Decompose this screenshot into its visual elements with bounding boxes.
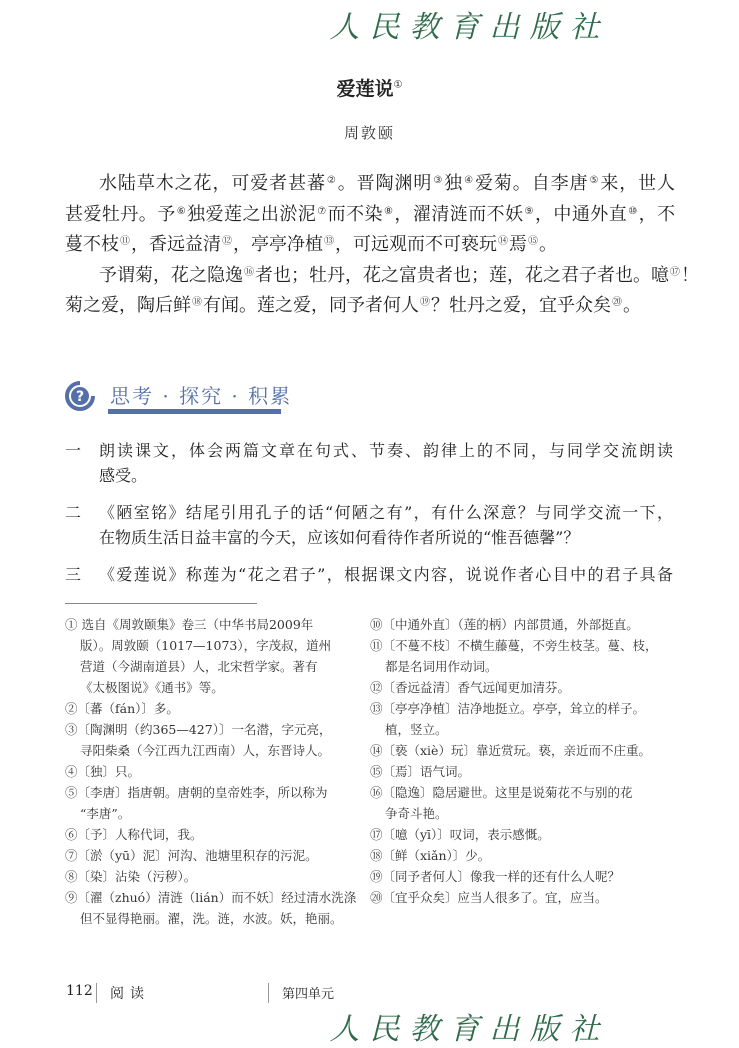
footnote-line: ⑲〔同予者何人〕像我一样的还有什么人呢？ [370,869,621,884]
essay-text: 水陆草木之花，可爱者甚蕃 [99,173,326,194]
footnote-marker: ⑬ [324,236,334,247]
footnote-line: 寻阳柴桑（今江西九江西南）人，东晋诗人。 [80,743,331,758]
page-number: 112 [66,983,93,999]
question-line-row [65,562,673,587]
essay-text: 甚爱牡丹。予 [65,203,176,225]
footer-section-label: 阅读 [110,986,150,1002]
essay-text: 独爱莲之出淤泥 [187,203,317,225]
essay-text: 。晋陶渊明 [337,173,433,194]
footnote-line: ⑪〔不蔓不枝〕不横生藤蔓，不旁生枝茎。蔓、枝， [370,638,658,653]
footnote-line: “李唐”。 [80,806,131,821]
publisher-watermark-bottom: 人民教育出版社 [329,1012,610,1047]
footnote-marker: ⑯ [244,266,254,278]
essay-text: 菊之爱，陶后鲜 [65,295,191,316]
essay-text: ，中通外直 [534,203,628,225]
question-text: 朗读课文，体会两篇文章在句式、节奏、韵律上的不同，与同学交流朗读 [99,441,673,460]
footnote-line: ⑧〔染〕沾染（污秽）。 [65,869,197,884]
title-footnote-marker: ① [393,79,403,91]
section-underline [108,409,281,414]
essay-text: 有闻。莲之爱，同予者何人 [203,295,419,316]
svg-text:?: ? [75,389,85,405]
essay-text: ，亭亭净植 [233,234,323,255]
question-line-row [65,463,673,488]
footnote-marker: ⑦ [317,205,327,217]
footnote-line: ⑭〔亵（xiè）玩〕靠近赏玩。亵，亲近而不庄重。 [370,743,651,758]
question-line-row [65,525,673,550]
essay-text: ，濯清涟而不妖 [394,203,524,225]
footnote-marker: ⑳ [612,297,622,308]
footnote-line: ⑫〔香远益清〕香气远闻更加清芬。 [370,680,571,695]
essay-line [65,288,675,319]
essay-text: 者也；牡丹，花之富贵者也；莲，花之君子者也。噫 [255,264,669,286]
question-text: 《爱莲说》称莲为“花之君子”，根据课文内容，说说作者心目中的君子具备 [99,565,673,584]
footer-separator [268,983,269,1003]
question-item [65,562,673,587]
footnote-marker: ⑤ [589,175,600,186]
footer-separator [96,983,97,1003]
question-number: 二 [65,503,82,522]
essay-line [65,197,675,228]
footnote-marker: ③ [433,175,444,186]
footnote-line: ⑬〔亭亭净植〕洁净地挺立。亭亭，耸立的样子。 [370,701,646,716]
essay-text: 予谓菊，花之隐逸 [99,264,243,286]
footnote-line: 植，竖立。 [385,722,448,737]
essay-text: 来，世人 [600,173,676,194]
question-number: 一 [65,441,82,460]
essay-line [65,166,675,197]
footer-unit-label: 第四单元 [282,987,335,1002]
question-number: 三 [65,565,82,584]
question-line-row [65,438,673,463]
footnote-line: ⑱〔鲜（xiǎn）〕少。 [370,848,491,863]
footnote-line: ⑥〔予〕人称代词，我。 [65,827,203,842]
essay-text: ，不 [638,203,676,225]
essay-line [65,258,699,289]
publisher-watermark-top: 人民教育出版社 [329,10,610,45]
question-list [65,438,673,587]
footnote-line: ⑩〔中通外直〕（莲的柄）内部贯通，外部挺直。 [370,617,639,632]
footnote-marker: ⑱ [192,297,202,308]
footnote-line: 争奇斗艳。 [385,806,448,821]
footnote-marker: ⑨ [524,205,534,217]
footnote-line: 版）。周敦颐（1017—1073），字茂叔，道州 [80,638,332,653]
question-text: 感受。 [99,466,148,485]
page-title [0,74,739,101]
footnote-line: 《太极图说》《通书》等。 [80,680,224,695]
essay-text: ！ [681,264,699,286]
author: 周敦颐 [343,124,395,142]
footnote-line: ②〔蕃（fán）〕多。 [65,701,179,716]
title-text: 爱莲说 [336,78,394,100]
question-text: 《陋室铭》结尾引用孔子的话“何陋之有”，有什么深意？与同学交流一下， [99,503,673,522]
footnote-line: ⑯〔隐逸〕隐居避世。这里是说菊花不与别的花 [370,785,633,800]
footnote-marker: ⑩ [628,205,638,217]
question-item [65,500,673,550]
essay-text: 独 [444,173,464,194]
essay-text: 爱菊。自李唐 [474,173,589,194]
footnote-marker: ⑲ [420,297,430,308]
footnote-marker: ⑰ [670,266,680,278]
footnote-marker: ⑧ [384,205,394,217]
essay-body [65,166,699,319]
footnote-marker: ⑫ [222,236,232,247]
footnotes-left [65,614,357,929]
footnote-marker: ⑮ [528,236,538,247]
essay-text: 。 [623,295,641,316]
essay-line [65,227,675,258]
footnote-line: ① 选自《周敦颐集》卷三（中华书局2009年 [65,617,314,632]
footnote-line: ④〔独〕只。 [65,764,141,779]
footnote-marker: ⑪ [120,236,130,247]
section-title: 思考 · 探究 · 积累 [110,384,293,408]
question-mark-icon [64,380,96,412]
essay-text: ？牡丹之爱，宜乎众矣 [431,295,611,316]
footnote-marker: ② [326,175,337,186]
footnote-line: 营道（今湖南道县）人，北宋哲学家。著有 [80,659,318,674]
essay-text: 焉 [509,234,527,255]
footnote-line: ⑦〔淤（yū）泥〕河沟、池塘里积存的污泥。 [65,848,318,863]
footnotes-right [370,614,675,908]
footnote-line: ⑤〔李唐〕指唐朝。唐朝的皇帝姓李，所以称为 [65,785,328,800]
essay-text: 蔓不枝 [65,234,119,255]
essay-text: 。 [539,234,557,255]
footnote-line: ⑳〔宜乎众矣〕应当人很多了。宜，应当。 [370,890,608,905]
question-text: 在物质生活日益丰富的今天，应该如何看待作者所说的“惟吾德馨”？ [99,528,580,547]
footnote-line: 都是名词用作动词。 [385,659,498,674]
footnote-line: ⑰〔噫（yī）〕叹词，表示感慨。 [370,827,550,842]
footnote-line: 但不显得艳丽。濯，洗。涟，水波。妖，艳丽。 [80,911,343,926]
footnote-divider [65,603,257,604]
footnote-marker: ⑥ [176,205,187,217]
footnote-marker: ④ [464,175,474,186]
question-line-row [65,500,673,525]
footnote-line: ③〔陶渊明（约365—427）〕一名潜，字元亮， [65,722,332,737]
footnote-line: ⑮〔焉〕语气词。 [370,764,471,779]
essay-text: 而不染 [327,203,383,225]
essay-text: ，香远益清 [131,234,221,255]
essay-text: ，可远观而不可亵玩 [335,234,497,255]
question-item [65,438,673,488]
footnote-line: ⑨〔濯（zhuó）清涟（lián）而不妖〕经过清水洗涤 [65,890,357,905]
footnote-marker: ⑭ [498,236,508,247]
